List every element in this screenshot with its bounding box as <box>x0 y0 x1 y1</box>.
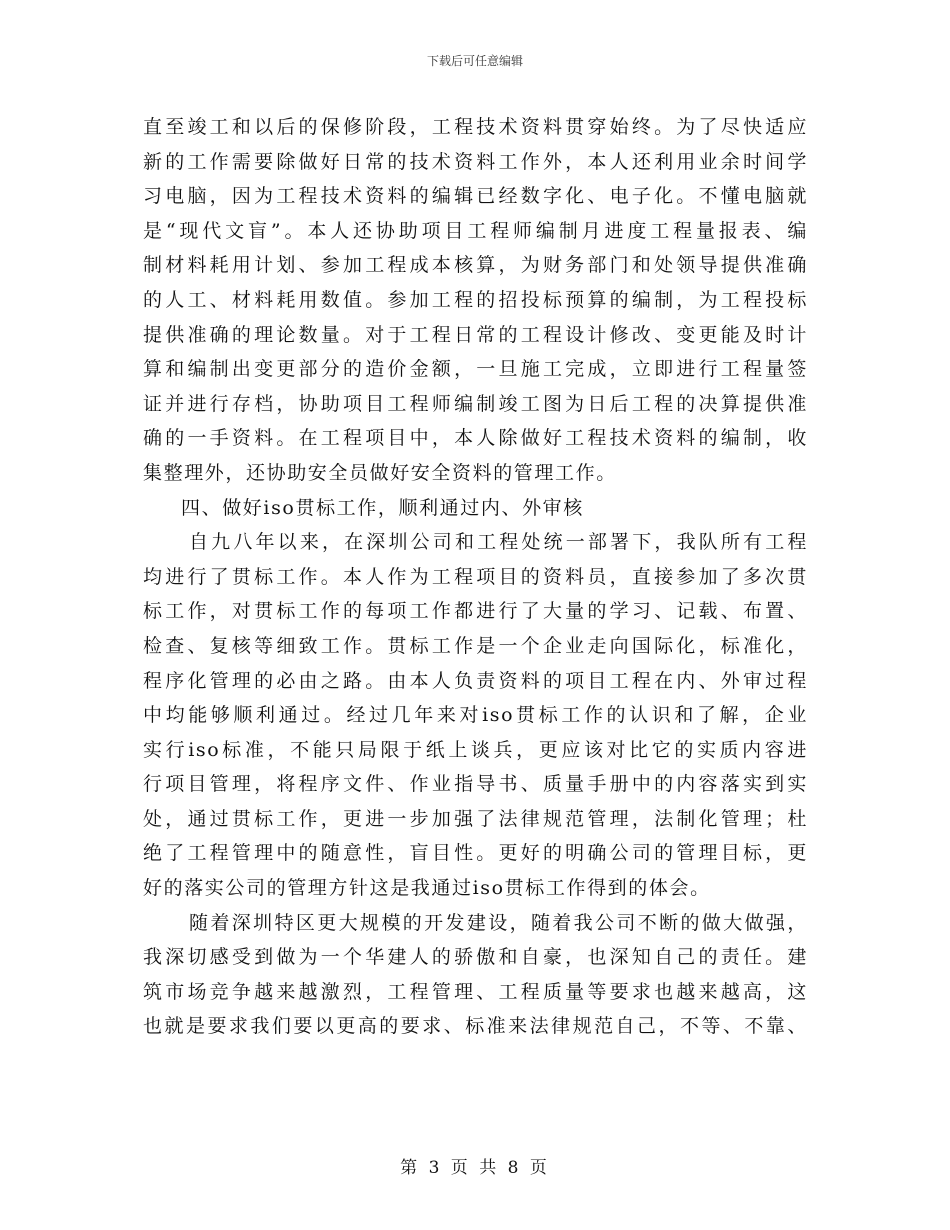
page-number: 第 3 页 共 8 页 <box>400 1158 550 1178</box>
text-line: 集整理外，还协助安全员做好安全资料的管理工作。 <box>143 461 617 484</box>
text-line: 筑市场竞争越来越激烈，工程管理、工程质量等要求也越来越高，这 <box>143 980 808 1003</box>
text-line: 也就是要求我们要以更高的要求、标准来法律规范自己，不等、不靠、 <box>143 1015 808 1038</box>
text-line: 的人工、材料耗用数值。参加工程的招投标预算的编制，为工程投标 <box>143 288 808 311</box>
text-line: 直至竣工和以后的保修阶段，工程技术资料贯穿始终。为了尽快适应 <box>143 116 808 138</box>
text-line: 标工作，对贯标工作的每项工作都进行了大量的学习、记载、布置、 <box>143 600 808 623</box>
text-line: 好的落实公司的管理方针这是我通过iso贯标工作得到的体会。 <box>143 877 711 900</box>
text-line: 随着深圳特区更大规模的开发建设，随着我公司不断的做大做强， <box>189 911 808 934</box>
text-line: 实行iso标准，不能只局限于纸上谈兵，更应该对比它的实质内容进 <box>143 738 808 761</box>
text-line: 中均能够顺利通过。经过几年来对iso贯标工作的认识和了解，企业 <box>143 704 808 727</box>
text-line: 我深切感受到做为一个华建人的骄傲和自豪，也深知自己的责任。建 <box>143 946 808 969</box>
text-line: 行项目管理，将程序文件、作业指导书、质量手册中的内容落实到实 <box>143 773 808 796</box>
text-line: 算和编制出变更部分的造价金额，一旦施工完成，立即进行工程量签 <box>143 358 808 381</box>
body-text <box>143 110 808 1044</box>
text-line: 新的工作需要除做好日常的技术资料工作外，本人还利用业余时间学 <box>143 150 808 173</box>
text-line: 习电脑，因为工程技术资料的编辑已经数字化、电子化。不懂电脑就 <box>143 185 808 208</box>
text-line: 处，通过贯标工作，更进一步加强了法律规范管理，法制化管理；杜 <box>143 807 808 830</box>
text-line: 绝了工程管理中的随意性，盲目性。更好的明确公司的管理目标，更 <box>143 842 808 865</box>
text-line: 证并进行存档，协助项目工程师编制竣工图为日后工程的决算提供准 <box>143 392 808 415</box>
text-line: 提供准确的理论数量。对于工程日常的工程设计修改、变更能及时计 <box>143 323 808 346</box>
text-line: 自九八年以来，在深圳公司和工程处统一部署下，我队所有工程 <box>189 531 808 554</box>
text-line: 均进行了贯标工作。本人作为工程项目的资料员，直接参加了多次贯 <box>143 565 808 588</box>
text-line: 程序化管理的必由之路。由本人负责资料的项目工程在内、外审过程 <box>143 669 808 692</box>
text-line: 确的一手资料。在工程项目中，本人除做好工程技术资料的编制，收 <box>143 427 808 450</box>
page-header: 下载后可任意编辑 <box>426 54 523 68</box>
text-line: 检查、复核等细致工作。贯标工作是一个企业走向国际化，标准化， <box>143 634 808 657</box>
section-heading: 四、做好iso贯标工作，顺利通过内、外审核 <box>181 496 584 519</box>
text-line: 是“现代文盲”。本人还协助项目工程师编制月进度工程量报表、编 <box>143 219 808 242</box>
text-line: 制材料耗用计划、参加工程成本核算，为财务部门和处领导提供准确 <box>143 254 808 277</box>
